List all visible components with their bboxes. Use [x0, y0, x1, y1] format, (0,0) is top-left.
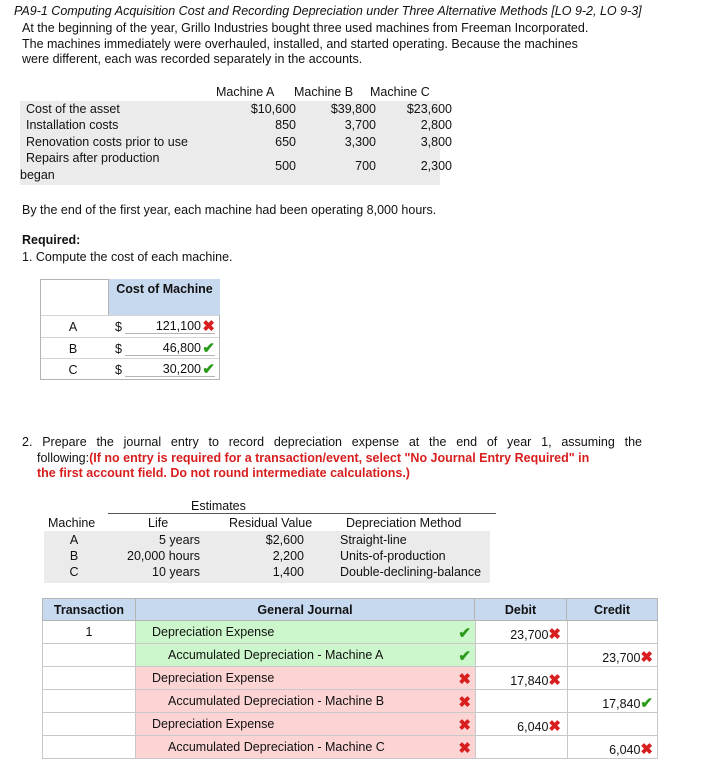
question-2 — [22, 435, 702, 482]
cost-header-machine-a: Machine A — [216, 85, 275, 99]
debit-input[interactable] — [476, 713, 568, 736]
account-select[interactable] — [136, 644, 476, 667]
debit-input[interactable] — [476, 621, 568, 644]
credit-input[interactable] — [568, 713, 658, 736]
cost-value-c: 3,800 — [420, 135, 452, 149]
estimates-header-method: Depreciation Method — [346, 516, 462, 530]
estimates-header-machine: Machine — [48, 516, 96, 530]
cost-row-label: Repairs after production — [26, 151, 160, 165]
account-name: Accumulated Depreciation - Machine A — [168, 648, 384, 662]
transaction-number — [42, 736, 136, 759]
cost-header-machine-b: Machine B — [294, 85, 354, 99]
question-1: 1. Compute the cost of each machine. — [22, 250, 233, 264]
debit-value: 23,700 — [510, 628, 549, 642]
cost-answer-header: Cost of Machine — [108, 279, 220, 315]
incorrect-x-icon: ✖ — [458, 740, 471, 757]
estimate-method: Units-of-production — [340, 549, 446, 563]
cost-value-b: 700 — [355, 159, 376, 173]
cost-value-b: $39,800 — [330, 102, 376, 116]
machine-letter: A — [68, 320, 78, 334]
cost-row — [26, 159, 452, 175]
question-2-line: 2. Prepare the journal entry to record depreciation expense at the end of year 1, assuming the — [22, 435, 642, 449]
intro-line: were different, each was recorded separately in the accounts. — [22, 52, 363, 66]
journal-row — [42, 621, 658, 644]
cost-row — [26, 102, 452, 118]
machine-letter: C — [68, 363, 78, 377]
table-row — [44, 533, 490, 549]
intro-line: The machines immediately were overhauled, installed, and started operating. Because the machines — [22, 36, 578, 51]
intro-line: At the beginning of the year, Grillo Industries bought three used machines from Freeman Incorporated. — [22, 21, 589, 35]
estimates-divider — [108, 513, 496, 514]
required-heading: Required: — [22, 233, 81, 247]
account-select[interactable] — [136, 690, 476, 713]
incorrect-x-icon: ✖ — [640, 649, 653, 666]
problem-title: PA9-1 Computing Acquisition Cost and Recording Depreciation under Three Alternative Methods [LO 9-2, LO 9-3] — [14, 4, 642, 18]
dollar-sign: $ — [115, 342, 122, 356]
estimate-residual: 2,200 — [272, 549, 304, 563]
cost-row — [26, 135, 452, 151]
table-row — [44, 549, 490, 565]
cost-row-label-continued: began — [20, 168, 55, 182]
estimate-machine: A — [69, 533, 79, 547]
estimate-method: Double-declining-balance — [340, 565, 482, 579]
table-row — [44, 565, 490, 581]
incorrect-x-icon: ✖ — [548, 718, 561, 735]
table-row — [41, 315, 219, 336]
transaction-number: 1 — [42, 621, 136, 644]
estimates-group-label: Estimates — [191, 499, 246, 513]
question-2-line — [22, 451, 702, 467]
cost-value-c: 2,300 — [420, 159, 452, 173]
cost-input-a[interactable] — [125, 319, 215, 334]
transaction-number — [42, 644, 136, 667]
estimate-residual: $2,600 — [265, 533, 304, 547]
transaction-number — [42, 667, 136, 690]
account-select[interactable] — [136, 621, 476, 644]
cost-row-label: Renovation costs prior to use — [26, 135, 188, 149]
estimate-machine: B — [69, 549, 79, 563]
estimate-life: 20,000 hours — [127, 549, 200, 563]
question-2-instruction: (If no entry is required for a transaction/event, select "No Journal Entry Required" in — [89, 450, 590, 465]
incorrect-x-icon: ✖ — [548, 672, 561, 689]
cost-row-label: Cost of the asset — [26, 102, 120, 116]
question-2-instruction: the first account field. Do not round intermediate calculations.) — [37, 466, 410, 480]
credit-value: 23,700 — [602, 651, 641, 665]
credit-input[interactable] — [568, 644, 658, 667]
account-name: Depreciation Expense — [152, 717, 275, 731]
debit-input[interactable] — [476, 667, 568, 690]
journal-row — [42, 644, 658, 667]
cost-input-value: 46,800 — [162, 341, 201, 355]
debit-input[interactable] — [476, 644, 568, 667]
journal-row — [42, 713, 658, 736]
estimate-life: 5 years — [159, 533, 200, 547]
estimate-life: 10 years — [152, 565, 200, 579]
table-row — [41, 358, 219, 379]
transaction-number — [42, 690, 136, 713]
journal-row — [42, 690, 658, 713]
credit-input[interactable] — [568, 690, 658, 713]
journal-header-general-journal: General Journal — [135, 598, 475, 621]
estimate-machine: C — [69, 565, 79, 579]
hours-statement: By the end of the first year, each machine had been operating 8,000 hours. — [22, 203, 437, 217]
cost-header-machine-c: Machine C — [370, 85, 430, 99]
incorrect-x-icon: ✖ — [202, 318, 215, 335]
correct-check-icon: ✔ — [458, 625, 471, 642]
debit-value: 17,840 — [510, 674, 549, 688]
credit-value: 6,040 — [609, 743, 641, 757]
credit-input[interactable] — [568, 736, 658, 759]
incorrect-x-icon: ✖ — [640, 741, 653, 758]
estimate-residual: 1,400 — [272, 565, 304, 579]
cost-input-c[interactable] — [125, 362, 215, 377]
correct-check-icon: ✔ — [640, 695, 653, 712]
cost-value-b: 3,700 — [344, 118, 376, 132]
cost-value-b: 3,300 — [344, 135, 376, 149]
cost-value-a: 650 — [275, 135, 296, 149]
credit-input[interactable] — [568, 667, 658, 690]
incorrect-x-icon: ✖ — [458, 717, 471, 734]
account-select[interactable] — [136, 667, 476, 690]
journal-header-transaction: Transaction — [42, 598, 136, 621]
correct-check-icon: ✔ — [458, 648, 471, 665]
cost-row — [26, 118, 452, 134]
cost-value-c: 2,800 — [420, 118, 452, 132]
transaction-number — [42, 713, 136, 736]
account-name: Accumulated Depreciation - Machine C — [168, 740, 385, 754]
account-select[interactable] — [136, 736, 476, 759]
cost-value-a: 850 — [275, 118, 296, 132]
journal-row — [42, 736, 658, 759]
debit-input[interactable] — [476, 736, 568, 759]
incorrect-x-icon: ✖ — [548, 626, 561, 643]
question-2-lead: following: — [37, 450, 90, 465]
machine-letter: B — [68, 342, 78, 356]
cost-input-value: 30,200 — [162, 362, 201, 376]
journal-row — [42, 667, 658, 690]
credit-input[interactable] — [568, 621, 658, 644]
account-name: Depreciation Expense — [152, 625, 275, 639]
dollar-sign: $ — [115, 363, 122, 377]
journal-header-credit: Credit — [566, 598, 658, 621]
cost-row-label: Installation costs — [26, 118, 119, 132]
intro-paragraph — [22, 21, 702, 68]
account-select[interactable] — [136, 713, 476, 736]
cost-input-value: 121,100 — [155, 319, 201, 333]
journal-header-debit: Debit — [474, 598, 567, 621]
cost-value-a: 500 — [275, 159, 296, 173]
table-row — [41, 337, 219, 358]
estimate-method: Straight-line — [340, 533, 407, 547]
correct-check-icon: ✔ — [202, 340, 215, 357]
correct-check-icon: ✔ — [202, 361, 215, 378]
cost-value-c: $23,600 — [406, 102, 452, 116]
incorrect-x-icon: ✖ — [458, 694, 471, 711]
estimates-header-life: Life — [148, 516, 169, 530]
cost-value-a: $10,600 — [250, 102, 296, 116]
estimates-header-residual: Residual Value — [229, 516, 313, 530]
debit-value: 6,040 — [517, 720, 549, 734]
debit-input[interactable] — [476, 690, 568, 713]
credit-value: 17,840 — [602, 697, 641, 711]
cost-input-b[interactable] — [125, 341, 215, 356]
dollar-sign: $ — [115, 320, 122, 334]
account-name: Depreciation Expense — [152, 671, 275, 685]
incorrect-x-icon: ✖ — [458, 671, 471, 688]
account-name: Accumulated Depreciation - Machine B — [168, 694, 385, 708]
